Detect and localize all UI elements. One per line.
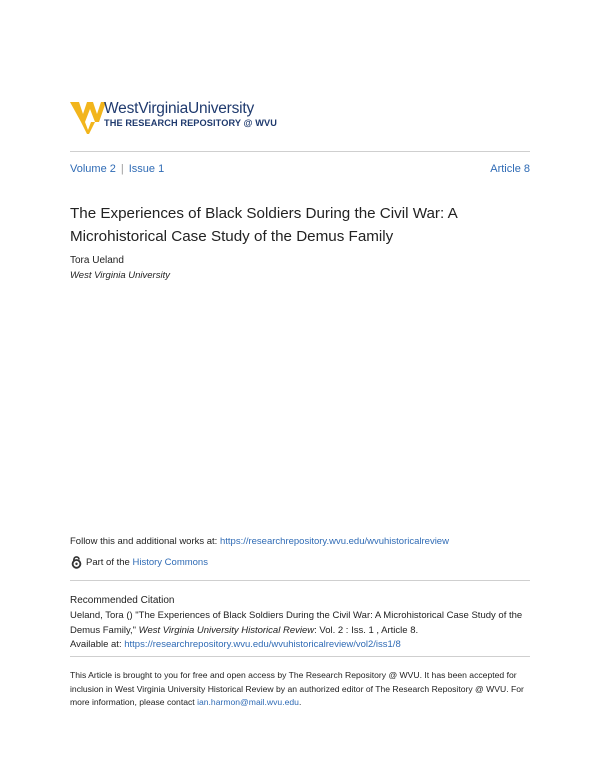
flying-wv-icon — [70, 100, 106, 134]
author-name: Tora Ueland — [70, 255, 124, 266]
notice-text: This Article is brought to you for free and open access by The Research Repository @ WVU. It has been accepted for inclusion in West Virginia University Historical Review by an authorized editor of The Research Repository @ WVU. For more information, please contact — [70, 670, 524, 707]
series-url-link[interactable]: https://researchrepository.wvu.edu/wvuhistoricalreview — [219, 536, 449, 547]
follow-label: Follow this and additional works at: — [70, 536, 220, 547]
follow-line — [70, 536, 449, 547]
meta-separator: | — [120, 163, 124, 175]
citation-main: Ueland, Tora () "The Experiences of Black Soldiers During the Civil War: A Microhistorical Case Study of the Demus Family," — [70, 610, 523, 636]
volume-issue — [70, 163, 164, 175]
bottom-divider — [70, 656, 530, 657]
part-of-line — [70, 556, 208, 569]
article-url-link[interactable]: https://researchrepository.wvu.edu/wvuhistoricalreview/vol2/iss1/8 — [124, 639, 401, 650]
citation-journal: West Virginia University Historical Review — [138, 624, 315, 636]
open-access-icon — [70, 556, 83, 569]
volume-link[interactable]: Volume 2 — [70, 163, 116, 175]
article-title: The Experiences of Black Soldiers During the Civil War: A Microhistorical Case Study of the Demus Family — [70, 205, 457, 245]
citation-text — [70, 609, 535, 653]
logo-university-name: WestVirginiaUniversity — [104, 100, 255, 117]
author-affiliation: West Virginia University — [70, 270, 170, 281]
history-commons-link[interactable]: History Commons — [132, 557, 208, 568]
logo-repository-name: THE RESEARCH REPOSITORY @ WVU — [104, 118, 278, 128]
part-of-label: Part of the — [86, 557, 130, 568]
access-notice — [70, 669, 540, 710]
top-divider — [70, 151, 530, 152]
recommended-citation-heading: Recommended Citation — [70, 595, 175, 606]
issue-link[interactable]: Issue 1 — [128, 163, 165, 175]
notice-end: . — [298, 697, 302, 707]
wvu-logo[interactable] — [70, 100, 330, 136]
citation-volume: : Vol. 2 : Iss. 1 , Article 8. — [314, 624, 419, 636]
article-link[interactable]: Article 8 — [490, 163, 530, 175]
available-label: Available at: — [70, 639, 125, 650]
middle-divider — [70, 580, 530, 581]
contact-email-link[interactable]: ian.harmon@mail.wvu.edu — [197, 697, 299, 707]
